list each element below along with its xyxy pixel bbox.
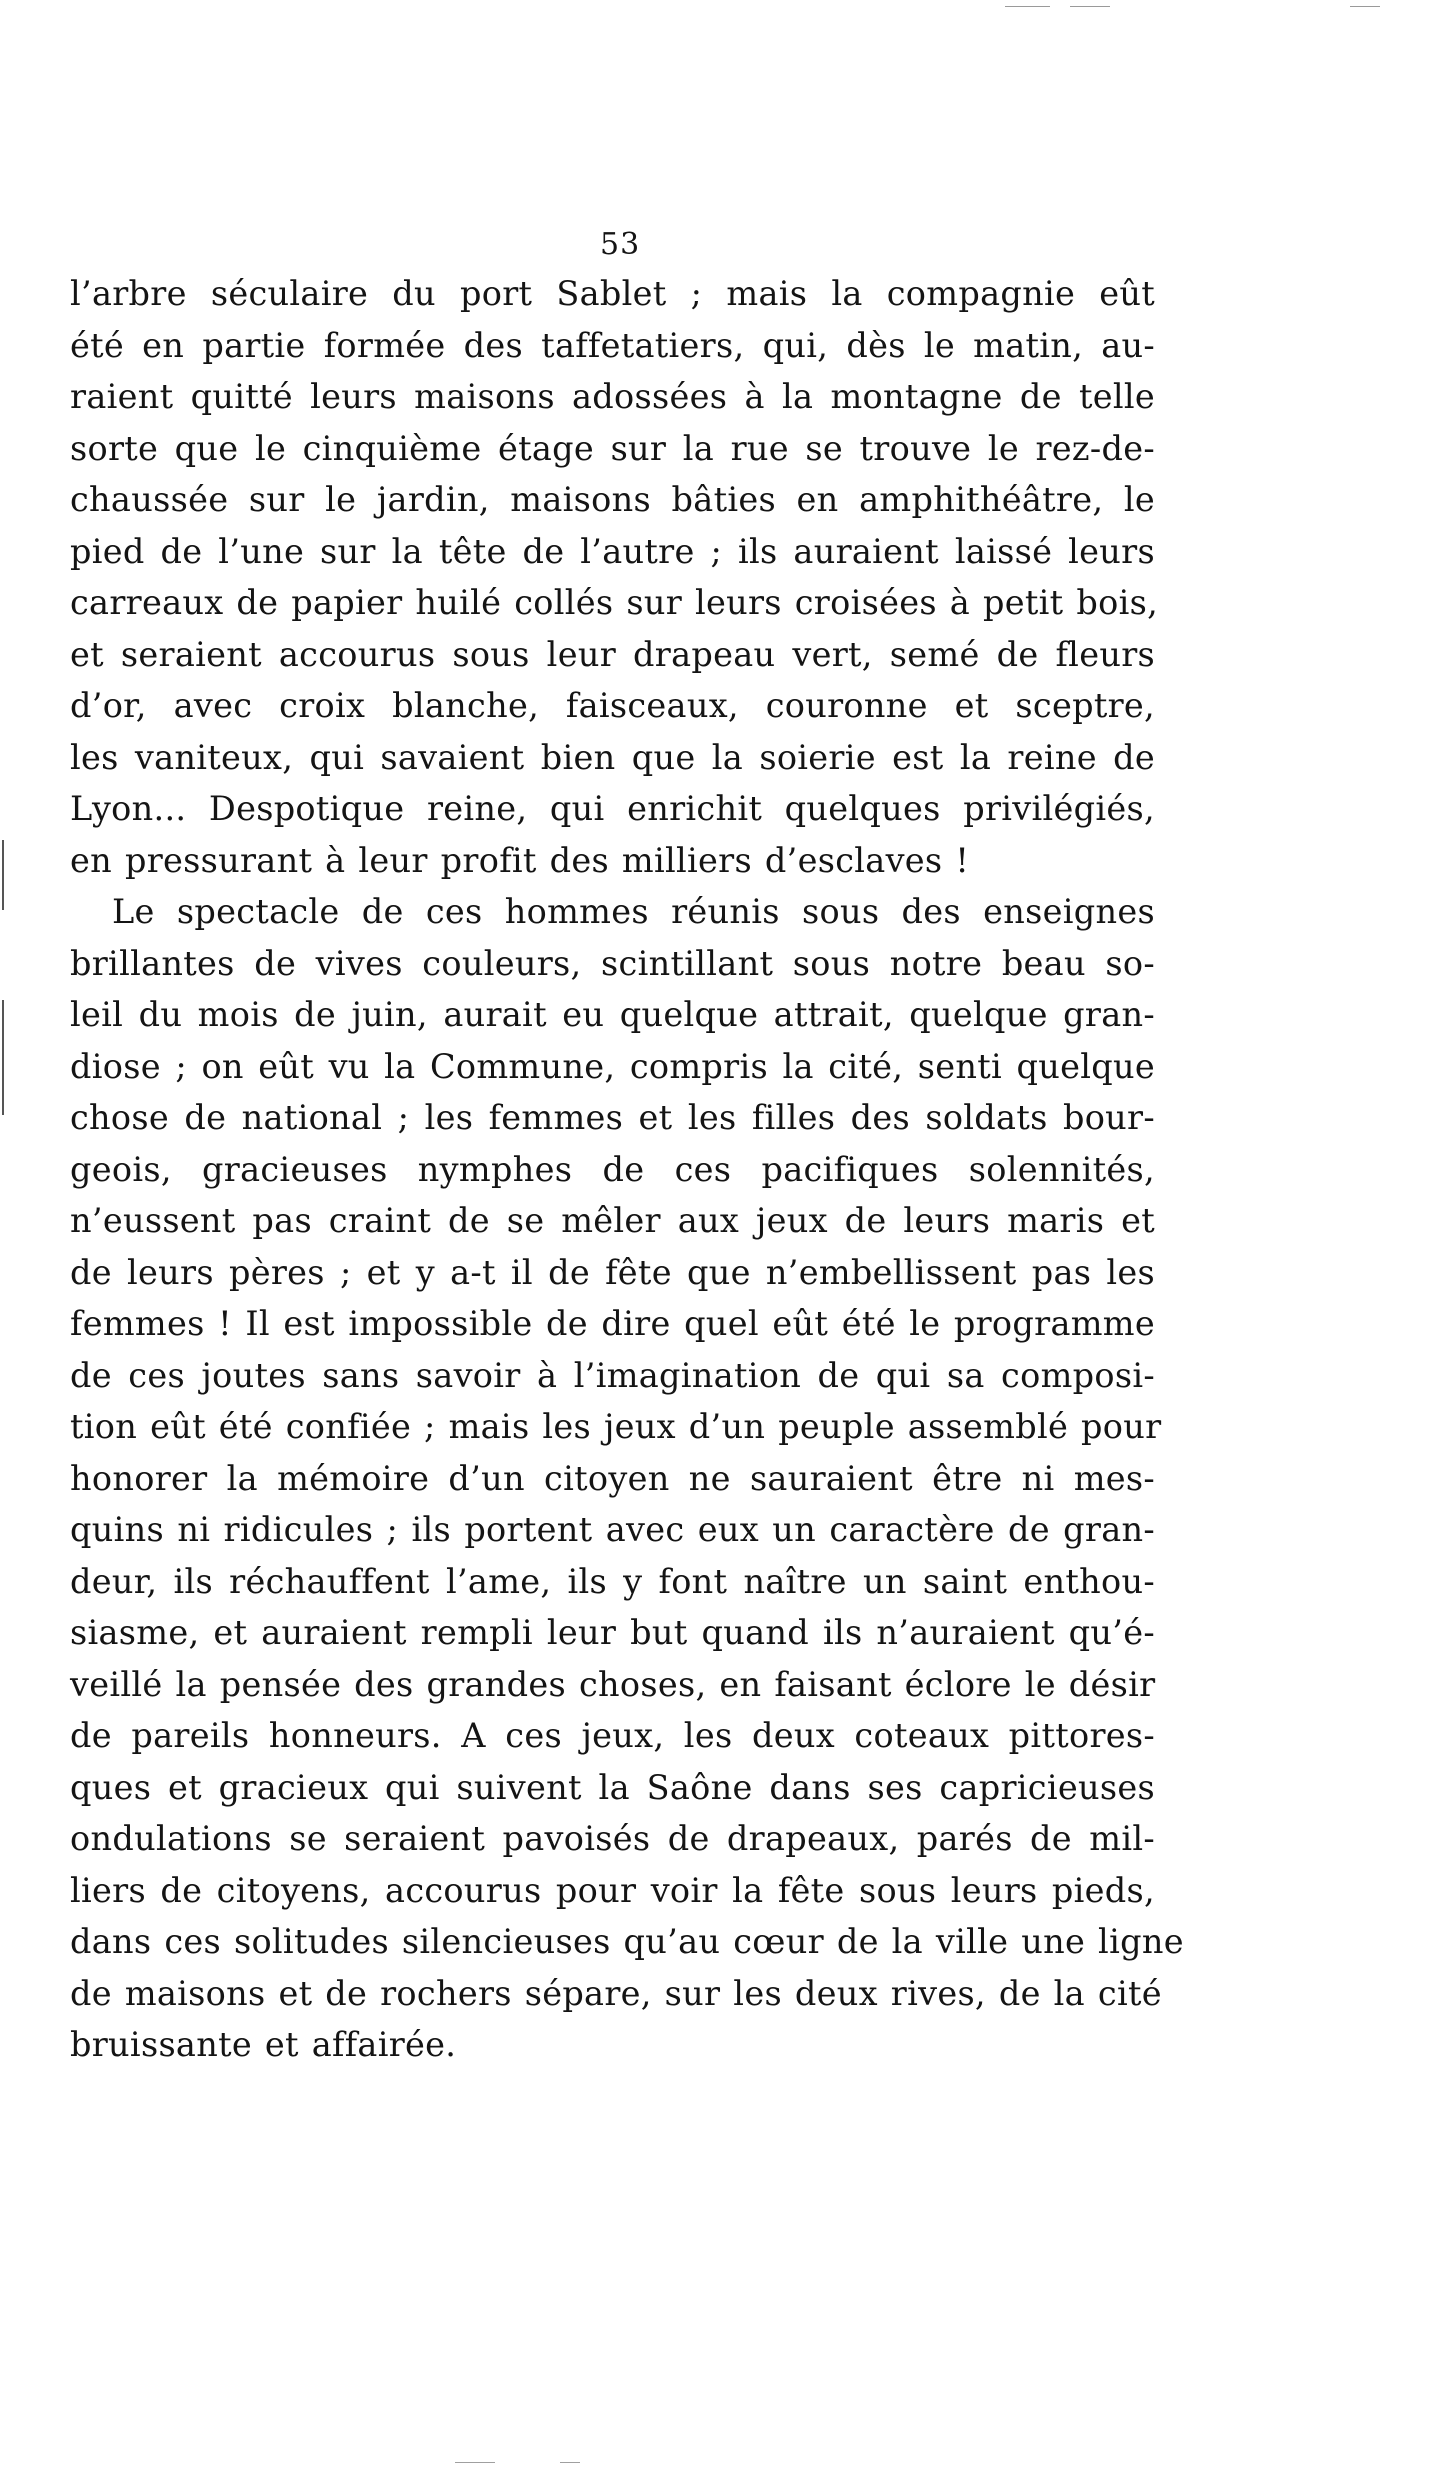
- text-line: les vaniteux, qui savaient bien que la soierie est la reine de: [70, 737, 1155, 777]
- text-line: l’arbre séculaire du port Sablet ; mais la compagnie eût: [70, 274, 1155, 313]
- scan-edge-mark: [455, 2462, 495, 2463]
- text-line: pied de l’une sur la tête de l’autre ; ils auraient laissé leurs: [70, 531, 1155, 571]
- text-line: carreaux de papier huilé collés sur leurs croisées à petit bois,: [70, 583, 1159, 622]
- text-line: et seraient accourus sous leur drapeau vert, semé de fleurs: [70, 634, 1155, 674]
- text-line: deur, ils réchauffent l’ame, ils y font naître un saint enthou-: [70, 1561, 1155, 1601]
- text-line: raient quitté leurs maisons adossées à la montagne de telle: [70, 377, 1155, 416]
- text-line: de maisons et de rochers sépare, sur les deux rives, de la cité: [70, 1973, 1162, 2013]
- text-line: en pressurant à leur profit des milliers d’esclaves !: [70, 840, 970, 880]
- paragraph: [70, 268, 1159, 886]
- text-line: dans ces solitudes silencieuses qu’au cœur de la ville une ligne: [70, 1922, 1184, 1961]
- margin-mark: [2, 840, 4, 910]
- scan-edge-mark: [1005, 6, 1050, 7]
- text-line: sorte que le cinquième étage sur la rue se trouve le rez-de-: [70, 428, 1155, 468]
- scan-edge-mark: [1070, 6, 1110, 7]
- text-line: liers de citoyens, accourus pour voir la fête sous leurs pieds,: [70, 1870, 1155, 1910]
- text-line: été en partie formée des taffetatiers, qui, dès le matin, au-: [70, 325, 1155, 365]
- text-line: leil du mois de juin, aurait eu quelque attrait, quelque gran-: [70, 995, 1155, 1034]
- text-line: honorer la mémoire d’un citoyen ne sauraient être ni mes-: [70, 1458, 1155, 1498]
- text-line: chose de national ; les femmes et les filles des soldats bour-: [70, 1098, 1155, 1137]
- text-line: n’eussent pas craint de se mêler aux jeux de leurs maris et: [70, 1201, 1155, 1240]
- text-line: ondulations se seraient pavoisés de drapeaux, parés de mil-: [70, 1819, 1155, 1858]
- paragraph: [70, 886, 1184, 2071]
- text-line: femmes ! Il est impossible de dire quel eût été le programme: [70, 1304, 1155, 1343]
- text-line: d’or, avec croix blanche, faisceaux, couronne et sceptre,: [70, 686, 1155, 725]
- text-line: diose ; on eût vu la Commune, compris la cité, senti quelque: [70, 1046, 1155, 1086]
- margin-mark: [2, 1000, 4, 1115]
- text-line: Lyon... Despotique reine, qui enrichit quelques privilégiés,: [70, 789, 1155, 828]
- page-number: 53: [600, 227, 641, 262]
- text-line: bruissante et affairée.: [70, 2025, 457, 2064]
- text-line: chaussée sur le jardin, maisons bâties en amphithéâtre, le: [70, 480, 1155, 519]
- scan-edge-mark: [1350, 6, 1380, 7]
- scan-edge-mark: [560, 2462, 580, 2463]
- text-line: brillantes de vives couleurs, scintillant sous notre beau so-: [70, 943, 1155, 983]
- text-line: siasme, et auraient rempli leur but quand ils n’auraient qu’é-: [70, 1613, 1155, 1652]
- text-line: veillé la pensée des grandes choses, en faisant éclore le désir: [70, 1664, 1156, 1704]
- text-line: quins ni ridicules ; ils portent avec eux un caractère de gran-: [70, 1510, 1155, 1549]
- text-line: geois, gracieuses nymphes de ces pacifiques solennités,: [70, 1149, 1155, 1189]
- body-text: [70, 268, 1184, 2071]
- text-line: de ces joutes sans savoir à l’imagination de qui sa composi-: [70, 1355, 1155, 1395]
- text-line: ques et gracieux qui suivent la Saône dans ses capricieuses: [70, 1767, 1155, 1807]
- text-line: de leurs pères ; et y a-t il de fête que n’embellissent pas les: [70, 1252, 1155, 1292]
- text-line: Le spectacle de ces hommes réunis sous des enseignes: [112, 892, 1155, 931]
- text-line: de pareils honneurs. A ces jeux, les deux coteaux pittores-: [70, 1716, 1155, 1755]
- text-line: tion eût été confiée ; mais les jeux d’un peuple assemblé pour: [70, 1407, 1162, 1446]
